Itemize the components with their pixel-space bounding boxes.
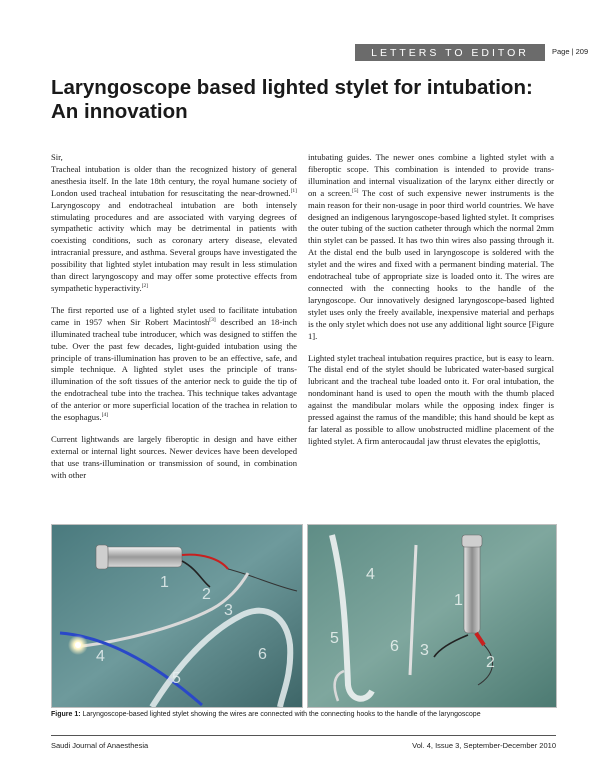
page-number: Page | 209 (552, 47, 589, 56)
paragraph-3 (51, 434, 297, 482)
label-1: 1 (454, 592, 463, 609)
laryngoscope-handle (464, 543, 480, 633)
salutation-text: Sir, (51, 152, 63, 162)
journal-name: Saudi Journal of Anaesthesia (51, 741, 149, 750)
issue-info: Vol. 4, Issue 3, September-December 2010 (412, 741, 556, 750)
paragraph-5 (308, 353, 554, 448)
p5-text: Lighted stylet tracheal intubation requires practice, but is easy to learn. The distal end of the stylet should be lubricated water-based surgical lubricant and the tracheal tube loaded onto it. For oral intubation, the nondominant hand is used to open the mouth with the thumb placed against the mandibular molars while the opposing index finger is pressed against the ramus of the mandible; this hand should be kept as far lateral as possible to allow unobstructed midline placement of the lighted stylet. A firm anterocaudal jaw thrust elevates the epiglottis, (308, 352, 554, 446)
handle-cap (96, 545, 108, 569)
section-label: LETTERS TO EDITOR (371, 46, 529, 59)
salutation (51, 152, 297, 164)
label-6: 6 (390, 638, 399, 655)
photo-right-illustration (308, 525, 556, 707)
title-line-2: An innovation (51, 100, 188, 123)
p1-text-b: Laryngoscopy and endotracheal intubation are both intensely stimulating procedures and are associated with varying degrees of sympathetic activity which may be detrimental in patients with coexisting conditions, such as coronary artery disease, elevated intracranial pressure, and asthma. Several groups have investigated the possibility that lighted stylet intubation may result in less stimulation than direct laryngoscopy and may offer some protective effects from sympathetic hyperactivity. (51, 199, 297, 293)
label-3: 3 (420, 642, 429, 659)
label-1: 1 (160, 574, 169, 591)
citation-3[interactable]: [3] (209, 316, 216, 323)
p4-text-a: intubating guides. The newer ones combine a lighted stylet with a fiberoptic scope. This combination is intended to provide trans-illumination and internal visualization of the larynx either directly or on a screen. (308, 152, 554, 198)
title-line-1: Laryngoscope based lighted stylet for intubation: (51, 76, 533, 99)
paragraph-1 (51, 164, 297, 295)
citation-5[interactable]: [5] (352, 187, 359, 194)
p4-text-b: The cost of such expensive newer instruments is the main reason for their non-usage in poor third world countries. We have designed an indigenous laryngoscope-based lighted stylet. It comprises the outer tubing of the suction catheter through which the normal 2mm thin stylet can be passed. It has two thin wires also passing through it. At the distal end the bulb used in laryngoscope is soldered with the stylet and the wires and fixed with a permanent binding material. The endotracheal tube of appropriate size is loaded onto it. The wires are connected with the connecting hooks to the handle of the laryngoscope. Our innovatively designed laryngoscope-based lighted stylet uses only the freely available, inexpensive material and perhaps is the only stylet which does not use any additional light source [Figure 1]. (308, 187, 554, 341)
right-column (308, 152, 554, 458)
article-title (51, 76, 561, 124)
label-2: 2 (202, 586, 211, 603)
laryngoscope-handle (104, 547, 182, 567)
footer-divider (51, 735, 556, 736)
figure-photo-left (51, 524, 303, 708)
paragraph-2 (51, 305, 297, 424)
light-bulb (75, 642, 81, 648)
label-6: 6 (258, 646, 267, 663)
label-3: 3 (224, 602, 233, 619)
p3-text: Current lightwands are largely fiberoptic in design and have either external or internal light sources. Newer devices have been developed that use trans-illumination or transmission of sound, in combination with other (51, 433, 297, 480)
label-4: 4 (366, 566, 375, 583)
figure-label: Figure 1: (51, 711, 81, 718)
left-column (51, 152, 297, 492)
citation-2[interactable]: [2] (141, 283, 149, 290)
figure-caption-text: Laryngoscope-based lighted stylet showing the wires are connected with the connecting hooks to the handle of the laryngoscope (80, 711, 481, 718)
p2-text-a: The first reported use of a lighted stylet used to facilitate intubation came in 1957 when Sir Robert Macintosh (51, 304, 297, 327)
figure-caption (51, 711, 556, 718)
handle-cap (462, 535, 482, 547)
photo-left-illustration (52, 525, 302, 707)
label-2: 2 (486, 654, 495, 671)
section-header-bar (355, 44, 545, 61)
label-4: 4 (96, 648, 105, 665)
citation-1[interactable]: [1] (290, 187, 297, 194)
p1-text-a: Tracheal intubation is older than the recognized history of general anesthesia itself. In the late 18th century, the royal humane society of London used tracheal intubation for resuscitating the near-drowned. (51, 163, 297, 198)
p2-text-b: described an 18-inch illuminated tracheal tube introducer, which was designed to stiffen the tube. Over the past few decades, light-guided intubation using the principle of trans-illumination has proven to be an effective, safe, and simple technique. A lighted stylet uses the principle of trans-illumination of the soft tissues of the anterior neck to guide the tip of the endotracheal tube into the trachea. This technique takes advantage of the anterior or more superficial location of the trachea in relation to the esophagus. (51, 316, 297, 423)
label-5: 5 (172, 670, 181, 687)
figure-photo-right (307, 524, 557, 708)
citation-4[interactable]: [4] (101, 412, 109, 419)
paragraph-4 (308, 152, 554, 343)
label-5: 5 (330, 630, 339, 647)
